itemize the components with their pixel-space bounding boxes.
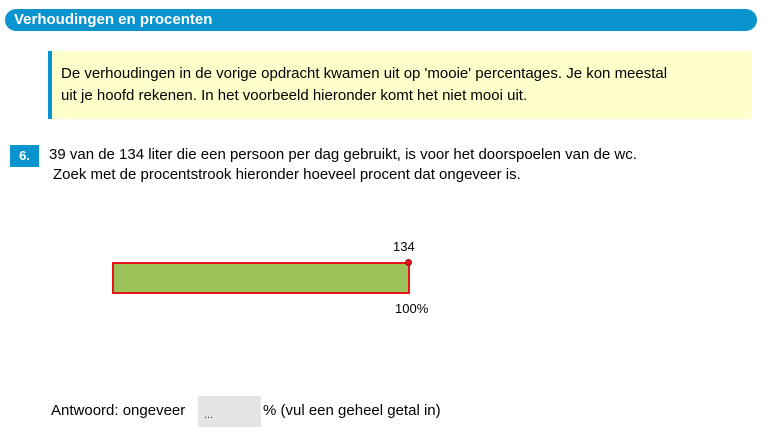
answer-input[interactable] <box>198 396 261 427</box>
answer-label: Antwoord: ongeveer <box>51 402 186 419</box>
info-text <box>61 63 741 107</box>
info-line-1: De verhoudingen in de vorige opdracht kwamen uit op 'mooie' percentages. Je kon meestal <box>61 65 668 82</box>
strip-top-label: 134 <box>393 239 415 254</box>
question-number-badge: 6. <box>10 145 39 167</box>
section-header <box>5 9 757 31</box>
section-title: Verhoudingen en procenten <box>14 11 213 28</box>
strip-bottom-label: 100% <box>395 301 429 316</box>
question-line-1: 39 van de 134 liter die een persoon per dag gebruikt, is voor het doorspoelen van de wc. <box>49 146 637 163</box>
info-box <box>48 51 752 119</box>
info-line-2: uit je hoofd rekenen. In het voorbeeld hieronder komt het niet mooi uit. <box>61 87 528 104</box>
question-line-2: Zoek met de procentstrook hieronder hoeveel procent dat ongeveer is. <box>53 166 521 183</box>
answer-suffix: % (vul een geheel getal in) <box>263 402 441 419</box>
strip-drag-handle[interactable] <box>405 259 412 266</box>
percent-strip <box>112 262 410 294</box>
